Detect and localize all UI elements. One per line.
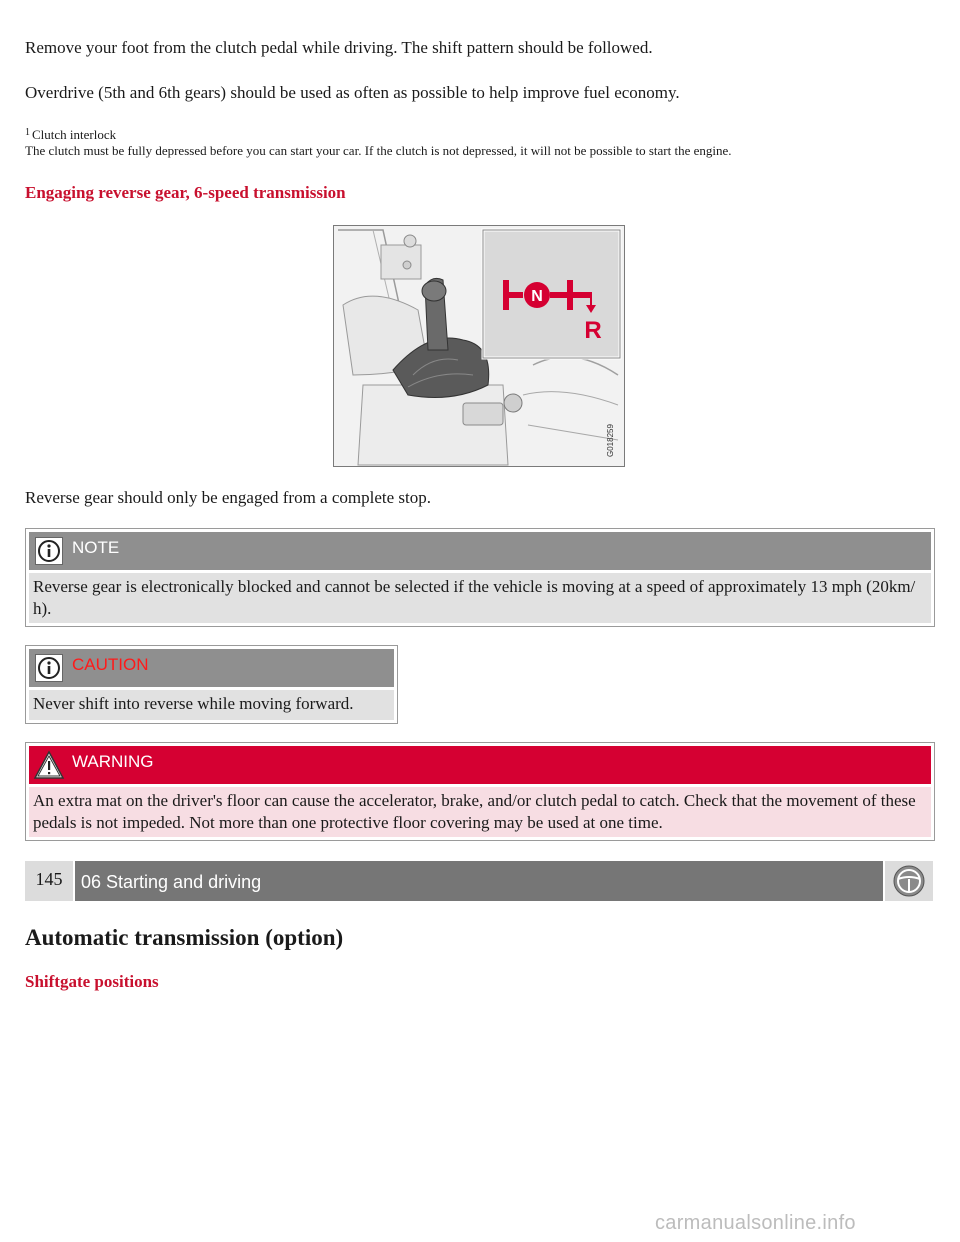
caution-box <box>25 645 398 724</box>
section-heading-reverse-gear: Engaging reverse gear, 6-speed transmission <box>25 183 346 202</box>
footnote-text: The clutch must be fully depressed before you can start your car. If the clutch is not depressed, it will not be possible to start the engine. <box>25 143 732 158</box>
warning-box <box>25 742 935 841</box>
warning-text: An extra mat on the driver's floor can cause the accelerator, brake, and/or clutch pedal to catch. Check that the movement of these pedals is not impeded. Not more than one protective floor covering may be used at one time. <box>29 787 931 837</box>
note-header <box>29 532 931 570</box>
paragraph-overdrive: Overdrive (5th and 6th gears) should be used as often as possible to help improve fuel economy. <box>25 83 680 102</box>
note-label: NOTE <box>72 538 120 557</box>
warning-header <box>29 746 931 784</box>
gear-shift-drawing <box>333 225 625 467</box>
footnote-title: Clutch interlock <box>32 127 117 142</box>
figure-code: G018259 <box>606 424 615 457</box>
note-text: Reverse gear is electronically blocked and cannot be selected if the vehicle is moving at a speed of approximately 13 mph (20km/ h). <box>29 573 931 623</box>
footnote <box>25 125 732 159</box>
caution-label: CAUTION <box>72 655 149 674</box>
note-box <box>25 528 935 627</box>
watermark: carmanualsonline.info <box>655 1212 856 1234</box>
gear-n-label: N <box>531 288 543 305</box>
page-number: 145 <box>25 861 73 901</box>
info-icon <box>35 537 63 565</box>
chapter-title: 06 Starting and driving <box>75 861 883 901</box>
caution-header <box>29 649 394 687</box>
steering-wheel-icon <box>885 861 933 901</box>
warning-label: WARNING <box>72 752 154 771</box>
caution-text: Never shift into reverse while moving forward. <box>29 690 394 720</box>
paragraph-clutch-pedal: Remove your foot from the clutch pedal while driving. The shift pattern should be followed. <box>25 38 653 57</box>
subheading-shiftgate-positions: Shiftgate positions <box>25 972 159 991</box>
gear-r-label: R <box>584 317 602 344</box>
chapter-footer-bar <box>25 861 933 901</box>
warning-triangle-icon <box>33 750 65 780</box>
paragraph-reverse-stop: Reverse gear should only be engaged from a complete stop. <box>25 488 431 507</box>
info-icon <box>35 654 63 682</box>
section-title-automatic-transmission: Automatic transmission (option) <box>25 925 344 950</box>
gear-shift-illustration <box>333 225 625 467</box>
footnote-number: 1 <box>25 127 30 138</box>
